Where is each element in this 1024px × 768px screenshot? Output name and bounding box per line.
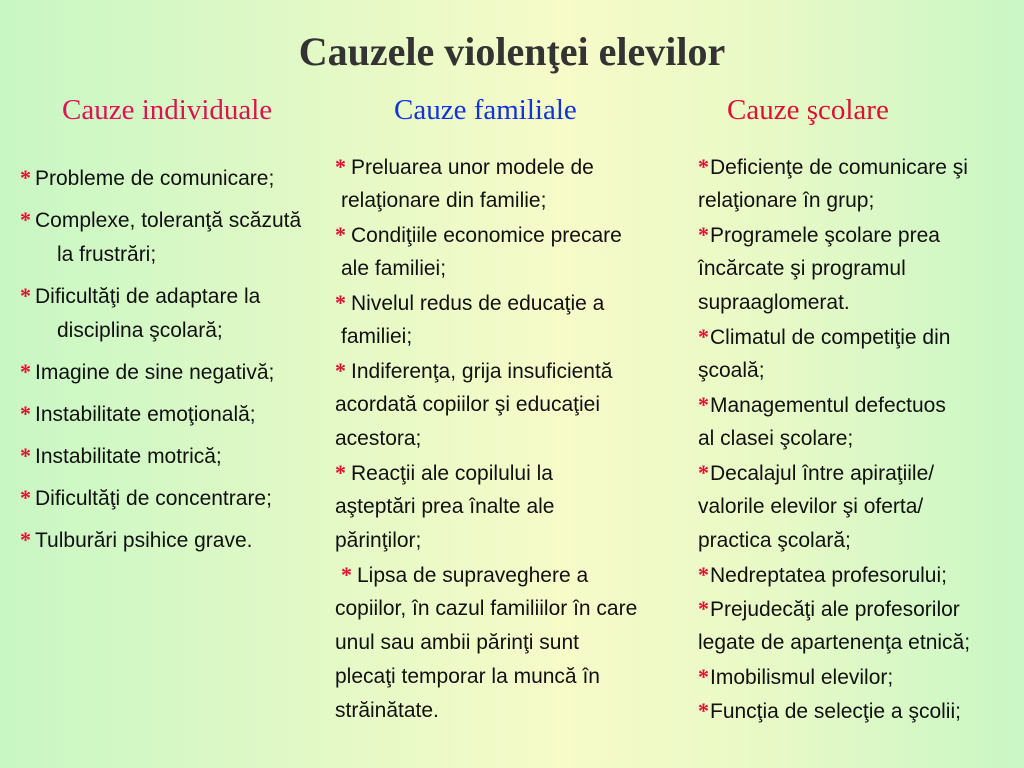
- bullet-asterisk-icon: *: [20, 485, 31, 510]
- list-item-text: Complexe, toleranţă scăzută la frustrări;: [35, 209, 302, 266]
- list-item-line: [698, 422, 1018, 456]
- list-item: [335, 558, 685, 728]
- list-item-text: aşteptări prea înalte ale: [335, 495, 555, 518]
- list-item-text: valorile elevilor şi oferta/: [698, 495, 924, 518]
- bullet-asterisk-icon: *: [335, 290, 346, 315]
- list-item-line: [335, 694, 685, 728]
- list-item-text: plecaţi temporar la muncă în: [335, 665, 600, 688]
- list-item-text: copiilor, în cazul familiilor în care: [335, 597, 638, 620]
- bullet-asterisk-icon: *: [20, 527, 31, 552]
- list-item-line: [335, 150, 685, 184]
- list-item: [335, 218, 685, 286]
- bullet-asterisk-icon: *: [698, 392, 709, 417]
- slide-title: Cauzele violenţei elevilor: [298, 29, 726, 74]
- list-item-text: Dificultăţi de adaptare la disciplina şcolară;: [35, 285, 261, 342]
- bullet-asterisk-icon: *: [335, 358, 346, 383]
- list-item-line: [698, 626, 1018, 660]
- list-item-text: Lipsa de supraveghere a: [357, 564, 589, 587]
- list-item-text: Climatul de competiţie din: [710, 326, 951, 349]
- list-item-text: relaţionare în grup;: [698, 189, 875, 212]
- school-causes-list: [698, 150, 1018, 728]
- list-item-text: Indiferenţa, grija insuficientă: [351, 360, 613, 383]
- list-item-line: [335, 422, 685, 456]
- list-item-line: [698, 524, 1018, 558]
- list-item-text: Programele şcolare prea: [710, 224, 940, 247]
- list-item-text: străinătate.: [335, 699, 439, 722]
- list-item-text: Condiţiile economice precare: [351, 224, 622, 247]
- list-item-line: [698, 388, 1018, 422]
- individual-causes-list: [20, 161, 320, 565]
- bullet-asterisk-icon: *: [335, 154, 346, 179]
- list-item-line: [335, 592, 685, 626]
- list-item-line: [698, 490, 1018, 524]
- list-item-text: Imobilismul elevilor;: [710, 666, 894, 689]
- list-item: [20, 161, 320, 196]
- bullet-asterisk-icon: *: [20, 359, 31, 384]
- bullet-asterisk-icon: *: [20, 283, 31, 308]
- list-item-text: supraaglomerat.: [698, 291, 850, 314]
- list-item: [20, 203, 320, 272]
- familial-causes-list: [335, 150, 685, 728]
- list-item-line: [335, 320, 685, 354]
- list-item: [335, 286, 685, 354]
- heading-individual-causes: Cauze individuale: [62, 94, 273, 126]
- bullet-asterisk-icon: *: [698, 154, 709, 179]
- list-item-line: [335, 626, 685, 660]
- list-item-text: Tulburări psihice grave.: [35, 529, 253, 552]
- list-item-text: acestora;: [335, 427, 422, 450]
- list-item: [698, 150, 1018, 218]
- list-item-line: [698, 592, 1018, 626]
- list-item: [335, 354, 685, 456]
- list-item-text: Imagine de sine negativă;: [35, 361, 275, 384]
- list-item: [698, 456, 1018, 558]
- list-item-text: Prejudecăţi ale profesorilor: [710, 598, 960, 621]
- bullet-asterisk-icon: *: [20, 443, 31, 468]
- list-item: [698, 558, 1018, 592]
- list-item: [698, 388, 1018, 456]
- list-item-text: practica şcolară;: [698, 529, 851, 552]
- list-item-text: legate de apartenenţa etnică;: [698, 631, 971, 654]
- list-item-line: [698, 456, 1018, 490]
- list-item: [20, 481, 320, 516]
- list-item-text: şcoală;: [698, 359, 765, 382]
- list-item-line: [698, 354, 1018, 388]
- bullet-asterisk-icon: *: [341, 562, 352, 587]
- list-item-text: Nedreptatea profesorului;: [710, 564, 947, 587]
- list-item-text: ale familiei;: [341, 257, 447, 280]
- list-item-line: [698, 694, 1018, 728]
- list-item: [698, 218, 1018, 320]
- list-item: [20, 439, 320, 474]
- list-item: [20, 397, 320, 432]
- list-item-line: [335, 490, 685, 524]
- list-item: [20, 523, 320, 558]
- list-item-text: Nivelul redus de educaţie a: [351, 292, 605, 315]
- list-item: [698, 660, 1018, 694]
- bullet-asterisk-icon: *: [698, 324, 709, 349]
- list-item-text: Funcţia de selecţie a şcolii;: [710, 700, 961, 723]
- bullet-asterisk-icon: *: [698, 596, 709, 621]
- bullet-asterisk-icon: *: [698, 562, 709, 587]
- list-item-line: [698, 252, 1018, 286]
- list-item-line: [698, 286, 1018, 320]
- list-item-line: [698, 660, 1018, 694]
- bullet-asterisk-icon: *: [698, 222, 709, 247]
- bullet-asterisk-icon: *: [698, 460, 709, 485]
- list-item-line: [335, 286, 685, 320]
- list-item-text: acordată copiilor şi educaţiei: [335, 393, 600, 416]
- list-item-text: relaţionare din familie;: [341, 189, 547, 212]
- list-item-text: părinţilor;: [335, 529, 422, 552]
- list-item: [698, 320, 1018, 388]
- list-item-text: Instabilitate motrică;: [35, 445, 222, 468]
- bullet-asterisk-icon: *: [20, 165, 31, 190]
- list-item-line: [335, 558, 685, 592]
- list-item-text: Instabilitate emoţională;: [35, 403, 256, 426]
- list-item: [335, 456, 685, 558]
- list-item-text: Deficienţe de comunicare şi: [710, 156, 968, 179]
- list-item-line: [335, 388, 685, 422]
- list-item-text: al clasei şcolare;: [698, 427, 854, 450]
- bullet-asterisk-icon: *: [698, 664, 709, 689]
- list-item: [698, 592, 1018, 660]
- list-item-text: unul sau ambii părinţi sunt: [335, 631, 579, 654]
- list-item-text: Managementul defectuos: [710, 394, 946, 417]
- list-item-line: [335, 660, 685, 694]
- list-item-line: [335, 354, 685, 388]
- list-item-text: Preluarea unor modele de: [351, 156, 594, 179]
- list-item: [20, 279, 320, 348]
- bullet-asterisk-icon: *: [20, 207, 31, 232]
- list-item-text: familiei;: [341, 325, 413, 348]
- list-item-line: [335, 252, 685, 286]
- list-item: [335, 150, 685, 218]
- list-item-line: [335, 456, 685, 490]
- list-item-line: [335, 524, 685, 558]
- list-item-line: [698, 320, 1018, 354]
- list-item: [698, 694, 1018, 728]
- list-item: [20, 355, 320, 390]
- bullet-asterisk-icon: *: [335, 460, 346, 485]
- list-item-text: Reacţii ale copilului la: [351, 462, 553, 485]
- heading-school-causes: Cauze şcolare: [727, 94, 889, 126]
- list-item-line: [698, 184, 1018, 218]
- bullet-asterisk-icon: *: [698, 698, 709, 723]
- list-item-line: [698, 558, 1018, 592]
- bullet-asterisk-icon: *: [20, 401, 31, 426]
- list-item-text: încărcate şi programul: [698, 257, 906, 280]
- list-item-line: [698, 218, 1018, 252]
- list-item-text: Decalajul între apiraţiile/: [710, 462, 935, 485]
- heading-familial-causes: Cauze familiale: [394, 94, 577, 126]
- list-item-line: [698, 150, 1018, 184]
- bullet-asterisk-icon: *: [335, 222, 346, 247]
- list-item-text: Dificultăţi de concentrare;: [35, 487, 272, 510]
- list-item-line: [335, 218, 685, 252]
- list-item-text: Probleme de comunicare;: [35, 167, 275, 190]
- list-item-line: [335, 184, 685, 218]
